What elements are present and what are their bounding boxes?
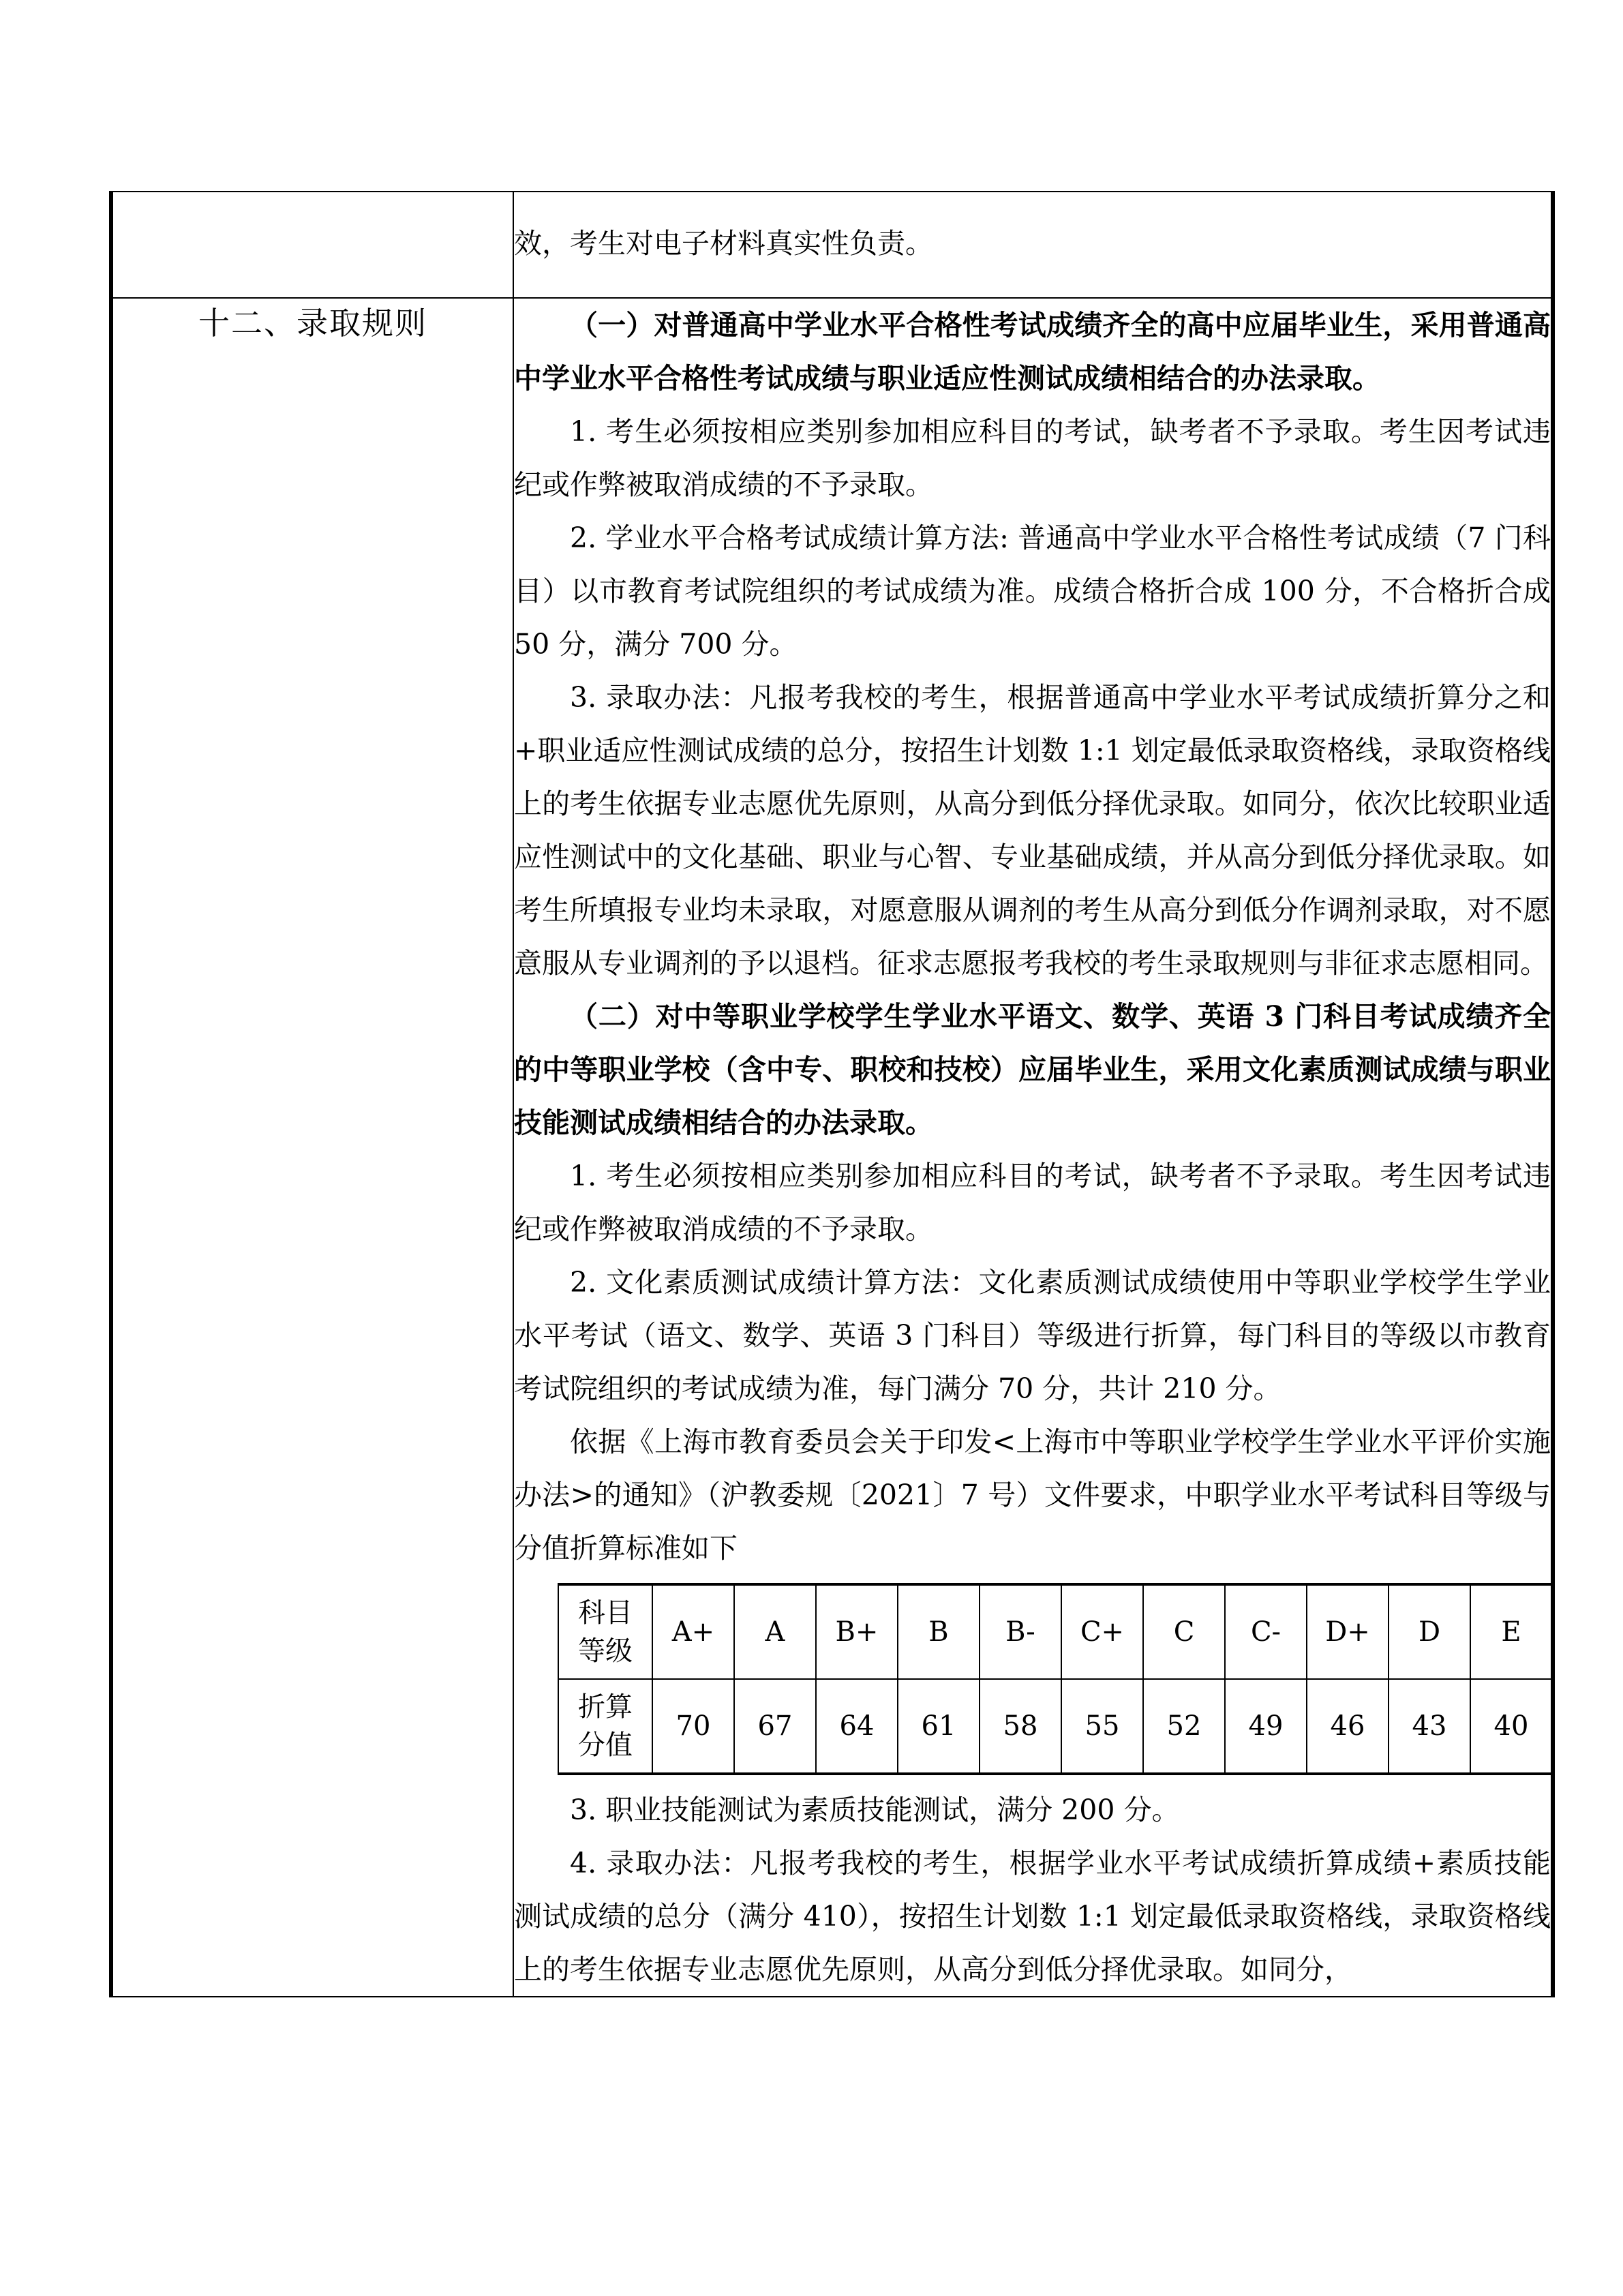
row-header-line-1: 折算	[578, 1691, 633, 1723]
continuation-text-cell	[513, 192, 1553, 298]
continuation-paragraph: 效，考生对电子材料真实性负责。	[514, 227, 933, 260]
grade-table-row-header-subject	[558, 1584, 652, 1679]
table-row-admission-rules	[111, 298, 1553, 1997]
score-cell: 61	[898, 1679, 980, 1774]
admission-rules-content-cell	[513, 298, 1553, 1997]
score-cell: 58	[980, 1679, 1061, 1774]
score-cell: 67	[734, 1679, 816, 1774]
grade-cell: A+	[652, 1584, 734, 1679]
heading-section-two: （二）对中等职业学校学生学业水平语文、数学、英语 3 门科目考试成绩齐全的中等职业学校（含中专、职校和技校）应届毕业生，采用文化素质测试成绩与职业技能测试成绩相结合的办法录取。	[514, 1000, 1551, 1139]
grade-cell: B	[898, 1584, 980, 1679]
grade-table-score-row	[558, 1679, 1552, 1774]
item-two-4: 4. 录取办法：凡报考我校的考生，根据学业水平考试成绩折算成绩+素质技能测试成绩的总分（满分 410），按招生计划数 1:1 划定最低录取资格线，录取资格线上的考生依据专业志愿优先原则，从高分到低分择优录取。如同分，	[514, 1847, 1551, 1986]
grade-cell: B-	[980, 1584, 1061, 1679]
grade-cell: C-	[1225, 1584, 1307, 1679]
grade-cell: A	[734, 1584, 816, 1679]
grade-cell: B+	[816, 1584, 898, 1679]
row-header-line-2: 分值	[578, 1729, 633, 1761]
score-cell: 46	[1307, 1679, 1389, 1774]
score-cell: 40	[1470, 1679, 1552, 1774]
item-two-3: 3. 职业技能测试为素质技能测试，满分 200 分。	[570, 1794, 1180, 1826]
item-two-2: 2. 文化素质测试成绩计算方法：文化素质测试成绩使用中等职业学校学生学业水平考试（语文、数学、英语 3 门科目）等级进行折算，每门科目的等级以市教育考试院组织的考试成绩为准，每门满分 70 分，共计 210 分。	[514, 1266, 1551, 1405]
table-row-continuation	[111, 192, 1553, 298]
item-two-basis: 依据《上海市教育委员会关于印发<上海市中等职业学校学生学业水平评价实施办法>的通知》（沪教委规〔2021〕7 号）文件要求，中职学业水平考试科目等级与分值折算标准如下	[514, 1425, 1551, 1565]
grade-cell: C+	[1061, 1584, 1143, 1679]
score-cell: 70	[652, 1679, 734, 1774]
row-header-line-2: 等级	[578, 1635, 633, 1667]
empty-label-cell	[111, 192, 513, 298]
score-cell: 43	[1389, 1679, 1470, 1774]
grade-conversion-table	[558, 1583, 1553, 1775]
item-two-1: 1. 考生必须按相应类别参加相应科目的考试，缺考者不予录取。考生因考试违纪或作弊被取消成绩的不予录取。	[514, 1160, 1551, 1245]
grade-cell: E	[1470, 1584, 1552, 1679]
admission-rules-table	[109, 191, 1555, 1997]
item-one-3: 3. 录取办法：凡报考我校的考生，根据普通高中学业水平考试成绩折算分之和+职业适应性测试成绩的总分，按招生计划数 1:1 划定最低录取资格线，录取资格线上的考生依据专业志愿优先原则，从高分到低分择优录取。如同分，依次比较职业适应性测试中的文化基础、职业与心智、专业基础成绩，并从高分到低分择优录取。如考生所填报专业均未录取，对愿意服从调剂的考生从高分到低分作调剂录取，对不愿意服从专业调剂的予以退档。征求志愿报考我校的考生录取规则与非征求志愿相同。	[514, 681, 1551, 980]
score-cell: 52	[1143, 1679, 1225, 1774]
grade-table-row-header-score	[558, 1679, 652, 1774]
heading-section-one: （一）对普通高中学业水平合格性考试成绩齐全的高中应届毕业生，采用普通高中学业水平合格性考试成绩与职业适应性测试成绩相结合的办法录取。	[514, 309, 1551, 395]
item-one-1: 1. 考生必须按相应类别参加相应科目的考试，缺考者不予录取。考生因考试违纪或作弊被取消成绩的不予录取。	[514, 415, 1551, 501]
grade-cell: D+	[1307, 1584, 1389, 1679]
item-one-2: 2. 学业水平合格考试成绩计算方法: 普通高中学业水平合格性考试成绩（7 门科目）以市教育考试院组织的考试成绩为准。成绩合格折合成 100 分，不合格折合成 50 分，满分 700 分。	[514, 522, 1551, 661]
score-cell: 49	[1225, 1679, 1307, 1774]
row-header-line-1: 科目	[578, 1597, 633, 1629]
score-cell: 64	[816, 1679, 898, 1774]
grade-cell: D	[1389, 1584, 1470, 1679]
section-label-cell	[111, 298, 513, 1997]
grade-cell: C	[1143, 1584, 1225, 1679]
grade-table-header-row	[558, 1584, 1552, 1679]
section-label-text: 十二、录取规则	[198, 305, 427, 342]
score-cell: 55	[1061, 1679, 1143, 1774]
